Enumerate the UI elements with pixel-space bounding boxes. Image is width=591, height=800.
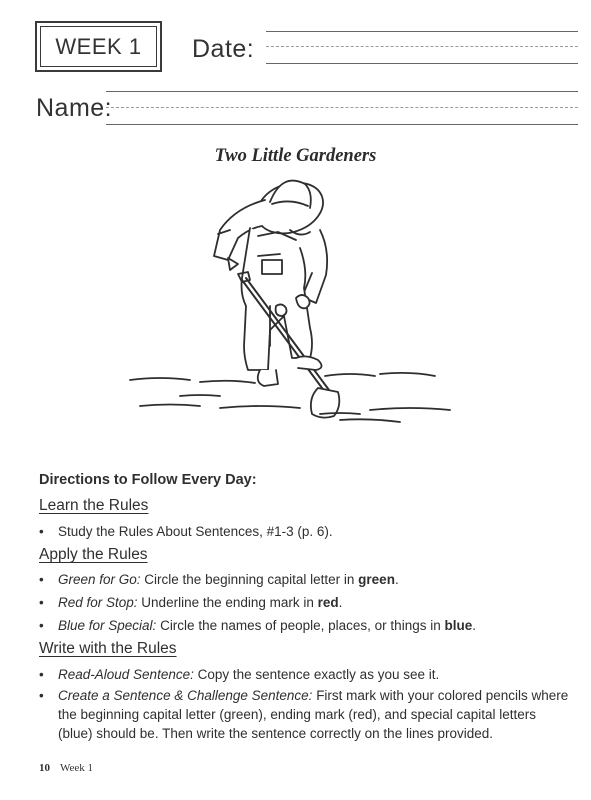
name-line-top xyxy=(106,91,578,92)
week-box xyxy=(35,21,162,72)
create-lead: Create a Sentence & Challenge Sentence: xyxy=(58,688,313,703)
red-lead: Red for Stop: xyxy=(58,595,138,610)
learn-rules-heading: Learn the Rules xyxy=(39,497,149,514)
blue-word: blue xyxy=(444,618,473,633)
red-word: red xyxy=(317,595,339,610)
bullet-dot: • xyxy=(39,572,44,587)
date-line-base[interactable] xyxy=(266,63,578,64)
directions-heading: Directions to Follow Every Day: xyxy=(39,472,257,488)
learn-rule-text: Study the Rules About Sentences, #1-3 (p. 6). xyxy=(58,524,333,539)
green-word: green xyxy=(358,572,395,587)
name-label: Name: xyxy=(36,94,113,122)
green-tail: . xyxy=(394,572,399,587)
read-aloud-text: Copy the sentence exactly as you see it. xyxy=(193,667,440,682)
bullet-dot: • xyxy=(39,688,44,703)
date-line-mid xyxy=(266,46,578,47)
blue-text: Circle the names of people, places, or things in xyxy=(156,618,445,633)
red-text: Underline the ending mark in xyxy=(137,595,318,610)
apply-rules-heading: Apply the Rules xyxy=(39,546,148,563)
green-text: Circle the beginning capital letter in xyxy=(140,572,359,587)
bullet-dot: • xyxy=(39,524,44,539)
bullet-dot: • xyxy=(39,618,44,633)
apply-rule-red xyxy=(39,593,569,612)
page-number: 10 xyxy=(39,762,50,774)
gardener-illustration xyxy=(120,170,480,435)
write-rules-heading: Write with the Rules xyxy=(39,640,177,657)
name-line-mid xyxy=(106,107,578,108)
footer-section: Week 1 xyxy=(60,762,94,774)
blue-lead: Blue for Special: xyxy=(58,618,157,633)
week-label: WEEK 1 xyxy=(40,26,157,67)
red-tail: . xyxy=(338,595,343,610)
date-line-top xyxy=(266,31,578,32)
create-text: First mark with your colored pencils where the beginning capital letter (green), ending mark (red), and special capital letters (blue) should be. Then write the sentence correctly on the lines provided. xyxy=(58,688,569,741)
apply-rule-green xyxy=(39,570,569,589)
write-rule-create xyxy=(39,686,569,743)
bullet-dot: • xyxy=(39,667,44,682)
write-rule-read-aloud xyxy=(39,665,569,684)
story-title: Two Little Gardeners xyxy=(214,146,377,166)
name-line-base[interactable] xyxy=(106,124,578,125)
apply-rule-blue xyxy=(39,616,569,635)
green-lead: Green for Go: xyxy=(58,572,141,587)
page-footer xyxy=(39,762,93,774)
learn-rule-item xyxy=(39,522,569,541)
date-label: Date: xyxy=(192,35,255,63)
read-aloud-lead: Read-Aloud Sentence: xyxy=(58,667,194,682)
bullet-dot: • xyxy=(39,595,44,610)
blue-tail: . xyxy=(472,618,476,633)
